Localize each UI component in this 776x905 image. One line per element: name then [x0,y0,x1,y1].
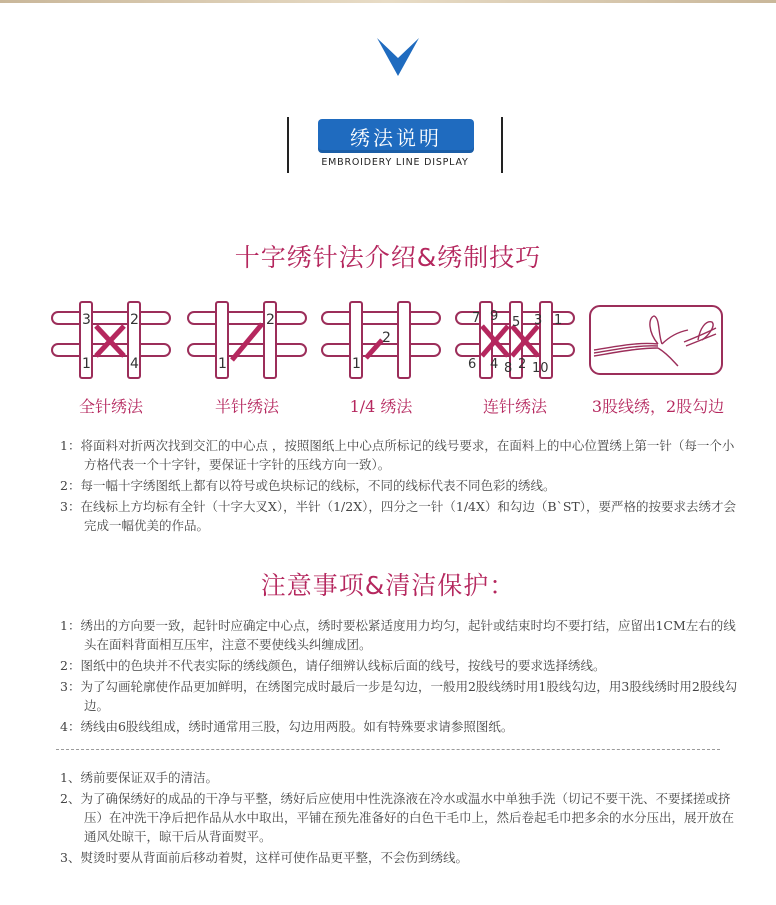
care-paragraph: 2、为了确保绣好的成品的干净与平整，绣好后应使用中性洗涤液在冷水或温水中单独手洗（切记不要干洗、不要揉搓或挤压）在冲洗干净后把作品从水中取出，平铺在预先准备好的白色干毛巾上，然后卷起毛巾把多余的水分压出，展开放在通风处晾干，晾干后从背面熨平。 [60,791,735,844]
stitch-quarter [320,300,442,417]
stitch-cont-n2: 9 [490,309,499,324]
header-subtitle: EMBROIDERY LINE DISPLAY [321,157,469,168]
stitch-continuous-diagram [454,300,576,380]
section1-paragraphs [60,436,740,537]
divider [56,749,720,750]
stitch-backstitch [588,300,728,417]
stitch-half-n1: 2 [266,312,275,328]
stitch-quarter-caption: 1/4 绣法 [349,397,413,416]
stitch-cont-n10: 10 [532,361,549,376]
stitch-half [186,300,308,417]
stitch-cont-n5: 1 [554,313,563,328]
stitch-cont-n8: 8 [504,361,513,376]
section2-paragraph: 1：绣出的方向要一致，起针时应确定中心点，绣时要松紧适度用力均匀，起针或结束时均不要打结，应留出1CM左右的线头在面料背面相互压牢，注意不要使线头纠缠成团。 [60,618,736,652]
section2-title: 注意事项&清洁保护： [260,571,516,600]
stitch-quarter-diagram [320,300,442,380]
stitch-cont-n3: 5 [512,315,521,330]
stitch-cont-n7: 4 [490,357,499,372]
section2-paragraphs [60,616,740,738]
section1-paragraph: 1：将面料对折两次找到交汇的中心点 ，按照图纸上中心点所标记的线号要求，在面料上的中心位置绣上第一针（每一个小方格代表一个十字针，要保证十字针的压线方向一致）。 [60,438,735,472]
stitch-quarter-n2: 1 [352,356,361,372]
stitch-backstitch-caption: 3股线绣，2股勾边 [591,397,725,416]
stitch-cont-n4: 3 [534,313,543,328]
header-title: 绣法说明 [318,119,474,153]
stitch-half-caption: 半针绣法 [214,397,279,416]
care-paragraph: 3、熨烫时要从背面前后移动着熨，这样可使作品更平整，不会伤到绣线。 [60,850,468,865]
stitch-full [50,300,172,417]
top-border [0,0,776,3]
stitch-full-n4: 4 [130,356,139,372]
stitch-full-n3: 1 [82,356,91,372]
thread-strands-diagram [588,300,724,380]
stitch-full-n2: 2 [130,312,139,328]
stitch-cont-n1: 7 [472,311,481,326]
section2-paragraph: 2：图纸中的色块并不代表实际的绣线颜色，请仔细辨认线标后面的线号，按线号的要求选择绣线。 [60,658,606,673]
section1-paragraph: 3：在线标上方均标有全针（十字大叉X），半针（1/2X），四分之一针（1/4X）和勾边（B`ST），要严格的按要求去绣才会完成一幅优美的作品。 [60,499,736,533]
chevron-down-icon [377,36,419,76]
stitch-continuous-caption: 连针绣法 [482,397,547,416]
care-paragraph: 1、绣前要保证双手的清洁。 [60,770,218,785]
stitch-full-caption: 全针绣法 [78,397,143,416]
stitch-half-diagram [186,300,308,380]
section2-paragraph: 4：绣线由6股线组成，绣时通常用三股，勾边用两股。如有特殊要求请参照图纸。 [60,719,514,734]
section-header [287,117,503,173]
stitch-cont-n6: 6 [468,357,477,372]
stitch-half-n2: 1 [218,356,227,372]
stitch-cont-n9: 2 [518,357,527,372]
section2-paragraph: 3：为了勾画轮廓使作品更加鲜明，在绣图完成时最后一步是勾边，一般用2股线绣时用1股线勾边，用3股线绣时用2股线勾边。 [60,679,738,713]
section1-paragraph: 2：每一幅十字绣图纸上都有以符号或色块标记的线标，不同的线标代表不同色彩的绣线。 [60,478,556,493]
stitch-full-n1: 3 [82,312,91,328]
section1-title: 十字绣针法介绍&绣制技巧 [234,243,542,272]
stitch-full-diagram [50,300,172,380]
care-paragraphs [60,768,740,869]
stitch-continuous [454,300,576,417]
stitch-quarter-n1: 2 [382,330,391,346]
